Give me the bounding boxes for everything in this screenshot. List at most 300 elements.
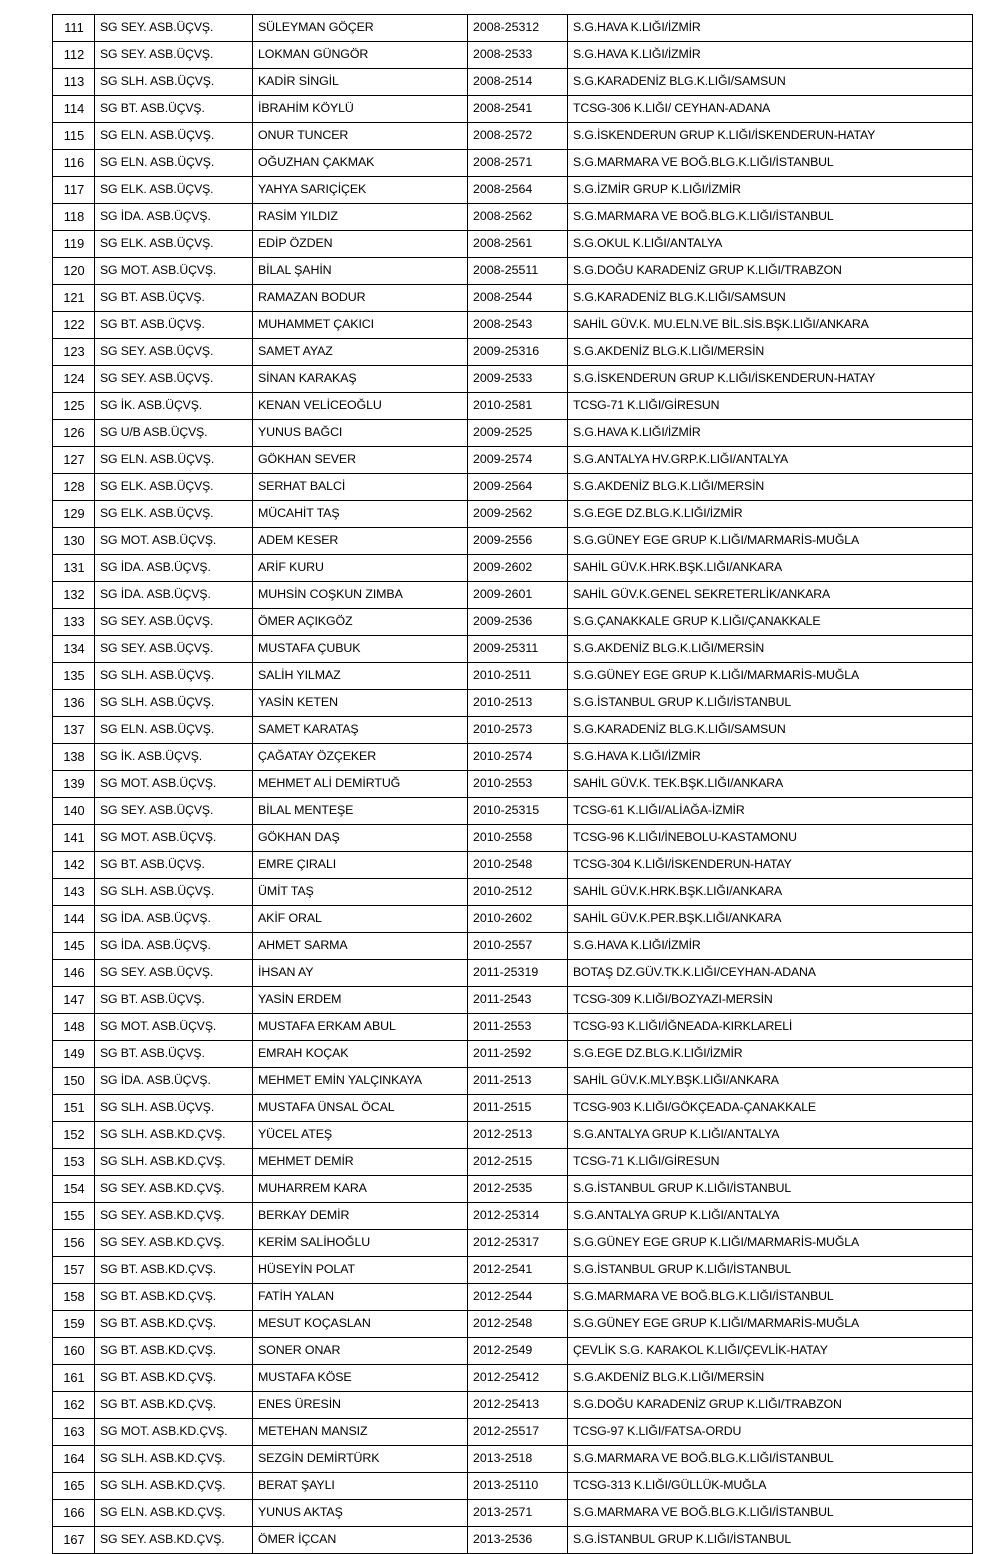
unit-cell: S.G.ANTALYA GRUP K.LIĞI/ANTALYA [568, 1122, 973, 1149]
name-cell: YÜCEL ATEŞ [253, 1122, 468, 1149]
unit-cell: TCSG-313 K.LIĞI/GÜLLÜK-MUĞLA [568, 1473, 973, 1500]
unit-cell: S.G.İSKENDERUN GRUP K.LIĞI/İSKENDERUN-HATAY [568, 366, 973, 393]
name-cell: İHSAN AY [253, 960, 468, 987]
table-row [53, 1203, 973, 1230]
name-cell: KERİM SALİHOĞLU [253, 1230, 468, 1257]
rank-cell: SG SEY. ASB.KD.ÇVŞ. [95, 1203, 253, 1230]
name-cell: SONER ONAR [253, 1338, 468, 1365]
registration-cell: 2010-2574 [468, 744, 568, 771]
rank-cell: SG ELN. ASB.ÜÇVŞ. [95, 150, 253, 177]
registration-cell: 2012-25412 [468, 1365, 568, 1392]
name-cell: OĞUZHAN ÇAKMAK [253, 150, 468, 177]
rank-cell: SG İDA. ASB.ÜÇVŞ. [95, 555, 253, 582]
table-row [53, 258, 973, 285]
registration-cell: 2008-25511 [468, 258, 568, 285]
registration-cell: 2009-2574 [468, 447, 568, 474]
table-row [53, 852, 973, 879]
unit-cell: S.G.MARMARA VE BOĞ.BLG.K.LIĞI/İSTANBUL [568, 1284, 973, 1311]
rank-cell: SG SEY. ASB.ÜÇVŞ. [95, 339, 253, 366]
row-number-cell: 130 [53, 528, 95, 555]
table-row [53, 123, 973, 150]
name-cell: AHMET SARMA [253, 933, 468, 960]
row-number-cell: 167 [53, 1527, 95, 1554]
rank-cell: SG SLH. ASB.KD.ÇVŞ. [95, 1149, 253, 1176]
unit-cell: S.G.DOĞU KARADENİZ GRUP K.LIĞI/TRABZON [568, 1392, 973, 1419]
rank-cell: SG BT. ASB.ÜÇVŞ. [95, 852, 253, 879]
rank-cell: SG U/B ASB.ÜÇVŞ. [95, 420, 253, 447]
row-number-cell: 125 [53, 393, 95, 420]
unit-cell: SAHİL GÜV.K.PER.BŞK.LIĞI/ANKARA [568, 906, 973, 933]
name-cell: YAHYA SARIÇİÇEK [253, 177, 468, 204]
row-number-cell: 158 [53, 1284, 95, 1311]
rank-cell: SG SEY. ASB.ÜÇVŞ. [95, 366, 253, 393]
name-cell: MEHMET EMİN YALÇINKAYA [253, 1068, 468, 1095]
name-cell: KADİR SİNGİL [253, 69, 468, 96]
name-cell: YASİN KETEN [253, 690, 468, 717]
rank-cell: SG MOT. ASB.ÜÇVŞ. [95, 771, 253, 798]
row-number-cell: 117 [53, 177, 95, 204]
name-cell: RAMAZAN BODUR [253, 285, 468, 312]
row-number-cell: 133 [53, 609, 95, 636]
rank-cell: SG SEY. ASB.ÜÇVŞ. [95, 609, 253, 636]
table-row [53, 1419, 973, 1446]
table-row [53, 960, 973, 987]
rank-cell: SG BT. ASB.KD.ÇVŞ. [95, 1338, 253, 1365]
table-row [53, 1176, 973, 1203]
table-row [53, 420, 973, 447]
row-number-cell: 150 [53, 1068, 95, 1095]
name-cell: BERAT ŞAYLI [253, 1473, 468, 1500]
name-cell: BİLAL ŞAHİN [253, 258, 468, 285]
table-row [53, 150, 973, 177]
row-number-cell: 139 [53, 771, 95, 798]
unit-cell: SAHİL GÜV.K.HRK.BŞK.LIĞI/ANKARA [568, 879, 973, 906]
registration-cell: 2010-2581 [468, 393, 568, 420]
rank-cell: SG SLH. ASB.ÜÇVŞ. [95, 1095, 253, 1122]
row-number-cell: 161 [53, 1365, 95, 1392]
unit-cell: S.G.KARADENİZ BLG.K.LIĞI/SAMSUN [568, 285, 973, 312]
row-number-cell: 163 [53, 1419, 95, 1446]
registration-cell: 2010-2512 [468, 879, 568, 906]
unit-cell: S.G.HAVA K.LIĞI/İZMİR [568, 42, 973, 69]
registration-cell: 2013-25110 [468, 1473, 568, 1500]
personnel-roster-table [52, 14, 973, 1554]
row-number-cell: 153 [53, 1149, 95, 1176]
rank-cell: SG ELK. ASB.ÜÇVŞ. [95, 474, 253, 501]
rank-cell: SG BT. ASB.KD.ÇVŞ. [95, 1311, 253, 1338]
registration-cell: 2012-25413 [468, 1392, 568, 1419]
unit-cell: S.G.HAVA K.LIĞI/İZMİR [568, 420, 973, 447]
registration-cell: 2008-2562 [468, 204, 568, 231]
rank-cell: SG ELN. ASB.KD.ÇVŞ. [95, 1500, 253, 1527]
roster-body [53, 15, 973, 1554]
rank-cell: SG ELN. ASB.ÜÇVŞ. [95, 123, 253, 150]
table-row [53, 798, 973, 825]
row-number-cell: 141 [53, 825, 95, 852]
registration-cell: 2009-2533 [468, 366, 568, 393]
registration-cell: 2008-2533 [468, 42, 568, 69]
row-number-cell: 129 [53, 501, 95, 528]
unit-cell: ÇEVLİK S.G. KARAKOL K.LIĞI/ÇEVLİK-HATAY [568, 1338, 973, 1365]
row-number-cell: 154 [53, 1176, 95, 1203]
row-number-cell: 118 [53, 204, 95, 231]
name-cell: SÜLEYMAN GÖÇER [253, 15, 468, 42]
unit-cell: S.G.GÜNEY EGE GRUP K.LIĞI/MARMARİS-MUĞLA [568, 1230, 973, 1257]
name-cell: GÖKHAN SEVER [253, 447, 468, 474]
registration-cell: 2011-2543 [468, 987, 568, 1014]
registration-cell: 2010-2553 [468, 771, 568, 798]
registration-cell: 2012-2541 [468, 1257, 568, 1284]
rank-cell: SG BT. ASB.KD.ÇVŞ. [95, 1392, 253, 1419]
table-row [53, 1122, 973, 1149]
row-number-cell: 114 [53, 96, 95, 123]
registration-cell: 2009-2525 [468, 420, 568, 447]
table-row [53, 339, 973, 366]
rank-cell: SG BT. ASB.ÜÇVŞ. [95, 987, 253, 1014]
rank-cell: SG SLH. ASB.KD.ÇVŞ. [95, 1473, 253, 1500]
row-number-cell: 120 [53, 258, 95, 285]
row-number-cell: 144 [53, 906, 95, 933]
unit-cell: S.G.KARADENİZ BLG.K.LIĞI/SAMSUN [568, 717, 973, 744]
unit-cell: S.G.AKDENİZ BLG.K.LIĞI/MERSİN [568, 636, 973, 663]
row-number-cell: 132 [53, 582, 95, 609]
name-cell: MEHMET ALİ DEMİRTUĞ [253, 771, 468, 798]
registration-cell: 2009-25316 [468, 339, 568, 366]
registration-cell: 2010-2548 [468, 852, 568, 879]
unit-cell: SAHİL GÜV.K. TEK.BŞK.LIĞI/ANKARA [568, 771, 973, 798]
registration-cell: 2008-2564 [468, 177, 568, 204]
row-number-cell: 135 [53, 663, 95, 690]
row-number-cell: 146 [53, 960, 95, 987]
rank-cell: SG SEY. ASB.ÜÇVŞ. [95, 960, 253, 987]
unit-cell: TCSG-71 K.LIĞI/GİRESUN [568, 393, 973, 420]
table-row [53, 69, 973, 96]
table-row [53, 393, 973, 420]
row-number-cell: 128 [53, 474, 95, 501]
rank-cell: SG İDA. ASB.ÜÇVŞ. [95, 582, 253, 609]
table-row [53, 285, 973, 312]
unit-cell: TCSG-309 K.LIĞI/BOZYAZI-MERSİN [568, 987, 973, 1014]
table-row [53, 177, 973, 204]
rank-cell: SG MOT. ASB.KD.ÇVŞ. [95, 1419, 253, 1446]
rank-cell: SG SLH. ASB.ÜÇVŞ. [95, 663, 253, 690]
rank-cell: SG MOT. ASB.ÜÇVŞ. [95, 258, 253, 285]
name-cell: ÖMER AÇIKGÖZ [253, 609, 468, 636]
unit-cell: SAHİL GÜV.K.HRK.BŞK.LIĞI/ANKARA [568, 555, 973, 582]
row-number-cell: 115 [53, 123, 95, 150]
row-number-cell: 131 [53, 555, 95, 582]
unit-cell: S.G.MARMARA VE BOĞ.BLG.K.LIĞI/İSTANBUL [568, 150, 973, 177]
name-cell: SAMET AYAZ [253, 339, 468, 366]
name-cell: MUSTAFA ERKAM ABUL [253, 1014, 468, 1041]
unit-cell: SAHİL GÜV.K.MLY.BŞK.LIĞI/ANKARA [568, 1068, 973, 1095]
unit-cell: S.G.ÇANAKKALE GRUP K.LIĞI/ÇANAKKALE [568, 609, 973, 636]
table-row [53, 987, 973, 1014]
table-row [53, 447, 973, 474]
name-cell: ADEM KESER [253, 528, 468, 555]
name-cell: BİLAL MENTEŞE [253, 798, 468, 825]
registration-cell: 2009-2564 [468, 474, 568, 501]
table-row [53, 474, 973, 501]
registration-cell: 2011-25319 [468, 960, 568, 987]
table-row [53, 1230, 973, 1257]
registration-cell: 2008-2514 [468, 69, 568, 96]
registration-cell: 2012-2535 [468, 1176, 568, 1203]
registration-cell: 2012-2513 [468, 1122, 568, 1149]
registration-cell: 2008-2571 [468, 150, 568, 177]
registration-cell: 2009-2601 [468, 582, 568, 609]
registration-cell: 2013-2536 [468, 1527, 568, 1554]
registration-cell: 2008-2543 [468, 312, 568, 339]
unit-cell: BOTAŞ DZ.GÜV.TK.K.LIĞI/CEYHAN-ADANA [568, 960, 973, 987]
registration-cell: 2010-2573 [468, 717, 568, 744]
row-number-cell: 143 [53, 879, 95, 906]
name-cell: MESUT KOÇASLAN [253, 1311, 468, 1338]
rank-cell: SG İK. ASB.ÜÇVŞ. [95, 393, 253, 420]
name-cell: SİNAN KARAKAŞ [253, 366, 468, 393]
registration-cell: 2011-2592 [468, 1041, 568, 1068]
table-row [53, 1068, 973, 1095]
rank-cell: SG MOT. ASB.ÜÇVŞ. [95, 825, 253, 852]
unit-cell: S.G.KARADENİZ BLG.K.LIĞI/SAMSUN [568, 69, 973, 96]
rank-cell: SG ELN. ASB.ÜÇVŞ. [95, 447, 253, 474]
table-row [53, 1257, 973, 1284]
rank-cell: SG BT. ASB.KD.ÇVŞ. [95, 1257, 253, 1284]
unit-cell: TCSG-93 K.LIĞI/İĞNEADA-KIRKLARELİ [568, 1014, 973, 1041]
table-row [53, 96, 973, 123]
name-cell: İBRAHİM KÖYLÜ [253, 96, 468, 123]
registration-cell: 2009-25311 [468, 636, 568, 663]
rank-cell: SG SEY. ASB.KD.ÇVŞ. [95, 1176, 253, 1203]
name-cell: MUSTAFA ÇUBUK [253, 636, 468, 663]
name-cell: ENES ÜRESİN [253, 1392, 468, 1419]
row-number-cell: 122 [53, 312, 95, 339]
registration-cell: 2012-2515 [468, 1149, 568, 1176]
rank-cell: SG SEY. ASB.ÜÇVŞ. [95, 636, 253, 663]
rank-cell: SG SLH. ASB.ÜÇVŞ. [95, 69, 253, 96]
table-row [53, 555, 973, 582]
registration-cell: 2008-2544 [468, 285, 568, 312]
registration-cell: 2008-2561 [468, 231, 568, 258]
registration-cell: 2011-2513 [468, 1068, 568, 1095]
row-number-cell: 155 [53, 1203, 95, 1230]
name-cell: MUHARREM KARA [253, 1176, 468, 1203]
row-number-cell: 134 [53, 636, 95, 663]
unit-cell: TCSG-97 K.LIĞI/FATSA-ORDU [568, 1419, 973, 1446]
registration-cell: 2012-2548 [468, 1311, 568, 1338]
row-number-cell: 140 [53, 798, 95, 825]
table-row [53, 1500, 973, 1527]
rank-cell: SG SLH. ASB.KD.ÇVŞ. [95, 1446, 253, 1473]
row-number-cell: 162 [53, 1392, 95, 1419]
row-number-cell: 160 [53, 1338, 95, 1365]
name-cell: MÜCAHİT TAŞ [253, 501, 468, 528]
name-cell: ARİF KURU [253, 555, 468, 582]
registration-cell: 2010-2557 [468, 933, 568, 960]
name-cell: EMRAH KOÇAK [253, 1041, 468, 1068]
table-row [53, 1473, 973, 1500]
name-cell: MUHAMMET ÇAKICI [253, 312, 468, 339]
row-number-cell: 145 [53, 933, 95, 960]
table-row [53, 825, 973, 852]
unit-cell: S.G.AKDENİZ BLG.K.LIĞI/MERSİN [568, 339, 973, 366]
name-cell: ÖMER İÇCAN [253, 1527, 468, 1554]
rank-cell: SG SEY. ASB.ÜÇVŞ. [95, 798, 253, 825]
row-number-cell: 152 [53, 1122, 95, 1149]
rank-cell: SG SEY. ASB.ÜÇVŞ. [95, 42, 253, 69]
name-cell: SALİH YILMAZ [253, 663, 468, 690]
unit-cell: S.G.EGE DZ.BLG.K.LIĞI/İZMİR [568, 1041, 973, 1068]
name-cell: ÇAĞATAY ÖZÇEKER [253, 744, 468, 771]
row-number-cell: 127 [53, 447, 95, 474]
name-cell: HÜSEYİN POLAT [253, 1257, 468, 1284]
unit-cell: S.G.İSTANBUL GRUP K.LIĞI/İSTANBUL [568, 690, 973, 717]
name-cell: SERHAT BALCİ [253, 474, 468, 501]
row-number-cell: 149 [53, 1041, 95, 1068]
row-number-cell: 165 [53, 1473, 95, 1500]
name-cell: BERKAY DEMİR [253, 1203, 468, 1230]
unit-cell: S.G.İSTANBUL GRUP K.LIĞI/İSTANBUL [568, 1527, 973, 1554]
registration-cell: 2011-2515 [468, 1095, 568, 1122]
rank-cell: SG MOT. ASB.ÜÇVŞ. [95, 1014, 253, 1041]
row-number-cell: 156 [53, 1230, 95, 1257]
rank-cell: SG ELK. ASB.ÜÇVŞ. [95, 231, 253, 258]
table-row [53, 528, 973, 555]
row-number-cell: 166 [53, 1500, 95, 1527]
unit-cell: S.G.AKDENİZ BLG.K.LIĞI/MERSİN [568, 474, 973, 501]
table-row [53, 1149, 973, 1176]
name-cell: KENAN VELİCEOĞLU [253, 393, 468, 420]
name-cell: MUSTAFA KÖSE [253, 1365, 468, 1392]
unit-cell: S.G.EGE DZ.BLG.K.LIĞI/İZMİR [568, 501, 973, 528]
table-row [53, 1446, 973, 1473]
name-cell: SAMET KARATAŞ [253, 717, 468, 744]
row-number-cell: 148 [53, 1014, 95, 1041]
name-cell: GÖKHAN DAŞ [253, 825, 468, 852]
row-number-cell: 142 [53, 852, 95, 879]
table-row [53, 15, 973, 42]
unit-cell: TCSG-304 K.LIĞI/İSKENDERUN-HATAY [568, 852, 973, 879]
unit-cell: S.G.HAVA K.LIĞI/İZMİR [568, 15, 973, 42]
unit-cell: S.G.MARMARA VE BOĞ.BLG.K.LIĞI/İSTANBUL [568, 1500, 973, 1527]
rank-cell: SG İK. ASB.ÜÇVŞ. [95, 744, 253, 771]
table-row [53, 771, 973, 798]
registration-cell: 2012-25314 [468, 1203, 568, 1230]
name-cell: EMRE ÇIRALI [253, 852, 468, 879]
table-row [53, 933, 973, 960]
table-row [53, 1095, 973, 1122]
unit-cell: S.G.DOĞU KARADENİZ GRUP K.LIĞI/TRABZON [568, 258, 973, 285]
unit-cell: TCSG-71 K.LIĞI/GİRESUN [568, 1149, 973, 1176]
rank-cell: SG SLH. ASB.ÜÇVŞ. [95, 690, 253, 717]
row-number-cell: 112 [53, 42, 95, 69]
registration-cell: 2009-2602 [468, 555, 568, 582]
unit-cell: TCSG-306 K.LIĞI/ CEYHAN-ADANA [568, 96, 973, 123]
rank-cell: SG BT. ASB.ÜÇVŞ. [95, 96, 253, 123]
rank-cell: SG İDA. ASB.ÜÇVŞ. [95, 906, 253, 933]
registration-cell: 2011-2553 [468, 1014, 568, 1041]
unit-cell: S.G.GÜNEY EGE GRUP K.LIĞI/MARMARİS-MUĞLA [568, 528, 973, 555]
table-row [53, 582, 973, 609]
registration-cell: 2009-2556 [468, 528, 568, 555]
unit-cell: S.G.MARMARA VE BOĞ.BLG.K.LIĞI/İSTANBUL [568, 1446, 973, 1473]
name-cell: FATİH YALAN [253, 1284, 468, 1311]
unit-cell: S.G.İSKENDERUN GRUP K.LIĞI/İSKENDERUN-HATAY [568, 123, 973, 150]
rank-cell: SG İDA. ASB.ÜÇVŞ. [95, 933, 253, 960]
name-cell: MEHMET DEMİR [253, 1149, 468, 1176]
unit-cell: TCSG-903 K.LIĞI/GÖKÇEADA-ÇANAKKALE [568, 1095, 973, 1122]
row-number-cell: 123 [53, 339, 95, 366]
table-row [53, 717, 973, 744]
unit-cell: S.G.HAVA K.LIĞI/İZMİR [568, 933, 973, 960]
rank-cell: SG ELN. ASB.ÜÇVŞ. [95, 717, 253, 744]
name-cell: ONUR TUNCER [253, 123, 468, 150]
name-cell: YUNUS BAĞCI [253, 420, 468, 447]
row-number-cell: 116 [53, 150, 95, 177]
name-cell: YASİN ERDEM [253, 987, 468, 1014]
table-row [53, 231, 973, 258]
unit-cell: S.G.İZMİR GRUP K.LIĞI/İZMİR [568, 177, 973, 204]
rank-cell: SG SEY. ASB.ÜÇVŞ. [95, 15, 253, 42]
table-row [53, 501, 973, 528]
registration-cell: 2008-2572 [468, 123, 568, 150]
rank-cell: SG BT. ASB.KD.ÇVŞ. [95, 1284, 253, 1311]
rank-cell: SG İDA. ASB.ÜÇVŞ. [95, 1068, 253, 1095]
rank-cell: SG MOT. ASB.ÜÇVŞ. [95, 528, 253, 555]
row-number-cell: 151 [53, 1095, 95, 1122]
unit-cell: S.G.İSTANBUL GRUP K.LIĞI/İSTANBUL [568, 1176, 973, 1203]
table-row [53, 879, 973, 906]
table-row [53, 609, 973, 636]
table-row [53, 312, 973, 339]
registration-cell: 2013-2518 [468, 1446, 568, 1473]
name-cell: METEHAN MANSIZ [253, 1419, 468, 1446]
registration-cell: 2012-25517 [468, 1419, 568, 1446]
unit-cell: S.G.ANTALYA HV.GRP.K.LIĞI/ANTALYA [568, 447, 973, 474]
table-row [53, 1365, 973, 1392]
registration-cell: 2010-25315 [468, 798, 568, 825]
row-number-cell: 136 [53, 690, 95, 717]
table-row [53, 1338, 973, 1365]
table-row [53, 1392, 973, 1419]
name-cell: MUHSİN COŞKUN ZIMBA [253, 582, 468, 609]
rank-cell: SG ELK. ASB.ÜÇVŞ. [95, 501, 253, 528]
rank-cell: SG SLH. ASB.ÜÇVŞ. [95, 879, 253, 906]
unit-cell: TCSG-61 K.LIĞI/ALİAĞA-İZMİR [568, 798, 973, 825]
row-number-cell: 157 [53, 1257, 95, 1284]
rank-cell: SG İDA. ASB.ÜÇVŞ. [95, 204, 253, 231]
row-number-cell: 113 [53, 69, 95, 96]
rank-cell: SG ELK. ASB.ÜÇVŞ. [95, 177, 253, 204]
registration-cell: 2009-2562 [468, 501, 568, 528]
row-number-cell: 119 [53, 231, 95, 258]
row-number-cell: 126 [53, 420, 95, 447]
registration-cell: 2010-2513 [468, 690, 568, 717]
table-row [53, 42, 973, 69]
name-cell: YUNUS AKTAŞ [253, 1500, 468, 1527]
table-row [53, 906, 973, 933]
rank-cell: SG BT. ASB.ÜÇVŞ. [95, 285, 253, 312]
rank-cell: SG BT. ASB.ÜÇVŞ. [95, 1041, 253, 1068]
registration-cell: 2012-2549 [468, 1338, 568, 1365]
registration-cell: 2008-2541 [468, 96, 568, 123]
registration-cell: 2009-2536 [468, 609, 568, 636]
unit-cell: TCSG-96 K.LIĞI/İNEBOLU-KASTAMONU [568, 825, 973, 852]
row-number-cell: 138 [53, 744, 95, 771]
registration-cell: 2008-25312 [468, 15, 568, 42]
table-row [53, 690, 973, 717]
registration-cell: 2012-2544 [468, 1284, 568, 1311]
